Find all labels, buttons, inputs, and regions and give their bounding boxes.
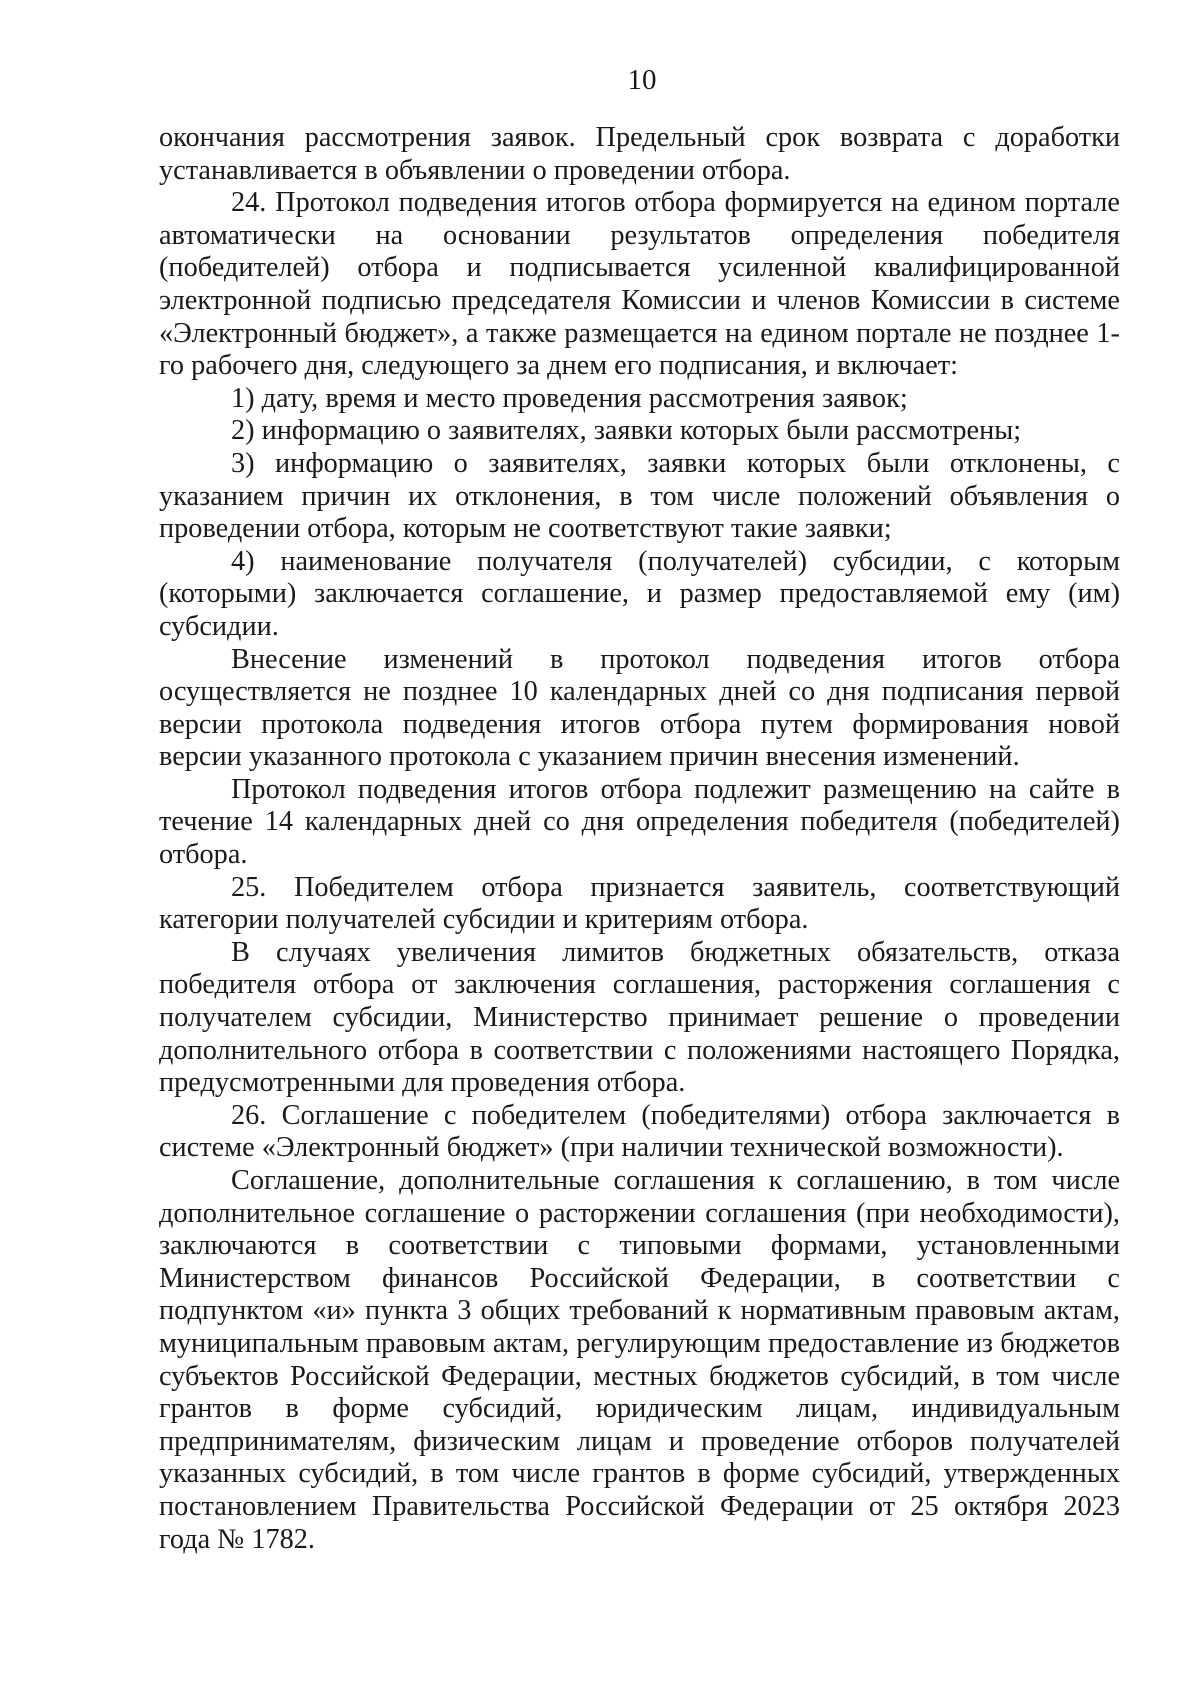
paragraph-protocol-changes: Внесение изменений в протокол подведения итогов отбора осуществляется не позднее 10 календарных дней со дня подписания первой версии протокола подведения итогов отбора путем формирования новой версии указанного протокола с указанием причин внесения изменений. (159, 643, 1120, 773)
document-body (159, 122, 1120, 1556)
list-item-4: 4) наименование получателя (получателей) субсидии, с которым (которыми) заключается соглашение, и размер предоставляемой ему (им) субсидии. (159, 545, 1120, 642)
list-item-1: 1) дату, время и место проведения рассмотрения заявок; (231, 382, 908, 414)
paragraph-item-25: 25. Победителем отбора признается заявитель, соответствующий категории получателей субсидии и критериям отбора. (159, 871, 1120, 936)
paragraph-item-26: 26. Соглашение с победителем (победителями) отбора заключается в системе «Электронный бюджет» (при наличии технической возможности). (159, 1099, 1120, 1164)
paragraph-protocol-publication: Протокол подведения итогов отбора подлежит размещению на сайте в течение 14 календарных дней со дня определения победителя (победителей) отбора. (159, 773, 1120, 871)
list-item-2: 2) информацию о заявителях, заявки которых были рассмотрены; (231, 415, 1022, 447)
paragraph-continuation: окончания рассмотрения заявок. Предельный срок возврата с доработки устанавливается в объявлении о проведении отбора. (159, 122, 1120, 186)
paragraph-agreement-forms: Соглашение, дополнительные соглашения к соглашению, в том числе дополнительное соглашение о расторжении соглашения (при необходимости), заключаются в соответствии с типовыми формами, установленными Министерством финансов Российской Федерации, в соответствии с подпунктом «и» пункта 3 общих требований к нормативным правовым актам, муниципальным правовым актам, регулирующим предоставление из бюджетов субъектов Российской Федерации, местных бюджетов субсидий, в том числе грантов в форме субсидий, юридическим лицам, индивидуальным предпринимателям, физическим лицам и проведение отборов получателей указанных субсидий, в том числе грантов в форме субсидий, утвержденных постановлением Правительства Российской Федерации от 25 октября 2023 года № 1782. (159, 1165, 1120, 1555)
paragraph-additional-selection: В случаях увеличения лимитов бюджетных обязательств, отказа победителя отбора от заключения соглашения, расторжения соглашения с получателем субсидии, Министерство принимает решение о проведении дополнительного отбора в соответствии с положениями настоящего Порядка, предусмотренными для проведения отбора. (159, 936, 1120, 1099)
paragraph-item-24: 24. Протокол подведения итогов отбора формируется на едином портале автоматически на основании результатов определения победителя (победителей) отбора и подписывается усиленной квалифицированной электронной подписью председателя Комиссии и членов Комиссии в системе «Электронный бюджет», а также размещается на едином портале не позднее 1-го рабочего дня, следующего за днем его подписания, и включает: (159, 187, 1120, 382)
page-number: 10 (627, 64, 657, 96)
list-item-3: 3) информацию о заявителях, заявки которых были отклонены, с указанием причин их отклонения, в том числе положений объявления о проведении отбора, которым не соответствуют такие заявки; (159, 447, 1120, 545)
